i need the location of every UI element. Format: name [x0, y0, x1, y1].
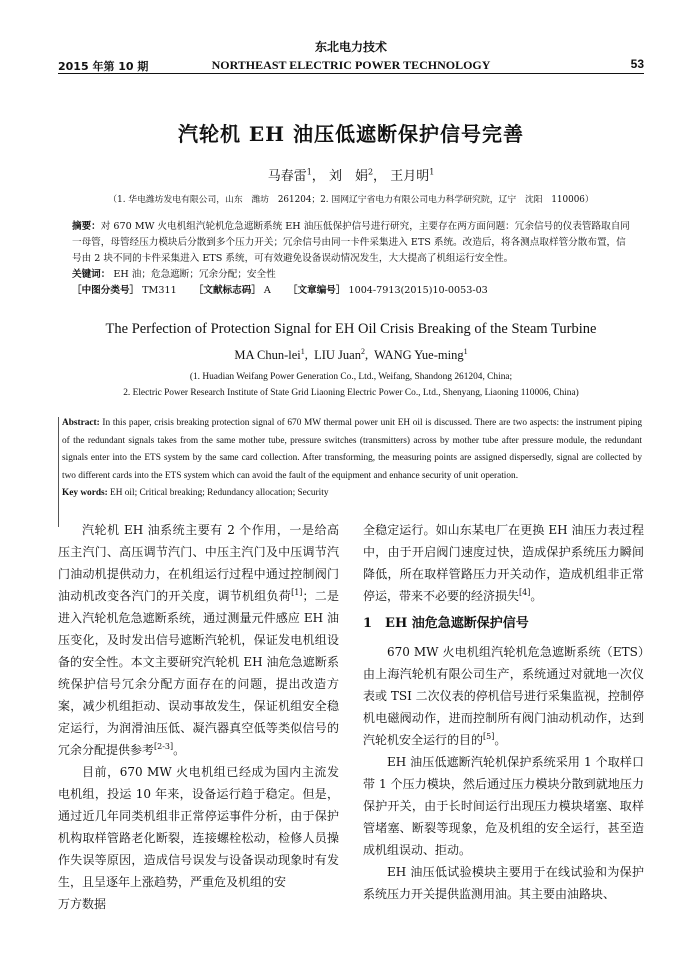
authors-cn: 马春雷$^1$， 刘 娟$^2$， 王月明$^1$: [267, 167, 435, 184]
citation: [1]: [291, 588, 303, 597]
running-header: [58, 38, 644, 74]
citation: [4]: [519, 588, 531, 597]
abstract-cn-text: 对 670 MW 火电机组汽轮机危急遮断系统 EH 油压低保护信号进行研究，主要存在两方面问题：冗余信号的仪表管路取自同一母管，母管经压力模块后分散到多个压力开关；冗余信号由同一卡件采集进入 ETS 系统。改造后，将各测点取样管分散布置，信号由 2 块不同的卡件采集进入 ETS 系统，可有效避免设备误动情况发生，大大提高了机组运行安全性。: [72, 221, 630, 264]
left-column: [58, 519, 339, 915]
paragraph-text: 。: [494, 733, 507, 747]
paragraph-text: 汽轮机 EH 油系统主要有 2 个作用，一是给高压主汽门、高压调节汽门、中压主汽门及中压调节汽门油动机提供动力，在机组运行过程中通过控制阀门油动机改变各汽门的开关度，调节机组负荷: [58, 523, 339, 603]
title-cn: 汽轮机 EH 油压低遮断保护信号完善: [177, 122, 525, 146]
affiliation-en-line: (1. Huadian Weifang Power Generation Co., Ltd., Weifang, Shandong 261204, China;: [189, 372, 513, 382]
keywords-cn-text: EH 油；危急遮断；冗余分配；安全性: [113, 269, 276, 280]
author-sup: 1: [429, 167, 435, 177]
author-name-en: MA Chun-lei: [234, 348, 301, 362]
author-name: 刘 娟: [328, 169, 368, 184]
issue-label: 2015 年第 10 期: [58, 60, 149, 73]
body-paragraph: [58, 761, 339, 893]
keywords-cn-label: 关键词：: [72, 269, 111, 280]
paragraph-text: 目前，670 MW 火电机组已经成为国内主流发电机组，投运 10 年来，设备运行趋于稳定。但是，通过近几年同类机组非正常停运事件分析，由于保护机构取样管路老化断裂，连接螺栓松动，检修人员操作失误等原因，造成信号误发与设备误动现象时有发生，且呈逐年上涨趋势，严重危及机组的安: [58, 765, 339, 889]
authors-en: MA Chun-lei$^1$, LIU Juan$^2$, WANG Yue-ming$^1$: [234, 346, 468, 362]
paragraph-text: 。: [173, 743, 186, 757]
paragraph-text: 670 MW 火电机组汽轮机危急遮断系统（ETS）由上海汽轮机有限公司生产，系统通过对就地一次仪表或 TSI 二次仪表的停机信号进行采集监视，控制停机电磁阀动作，进而控制所有阀门油动机动作，达到汽轮机安全运行的目的: [363, 645, 644, 747]
clc-label: ［中图分类号］: [72, 285, 140, 296]
author-sup: 1: [300, 346, 305, 356]
body-paragraph: [363, 519, 644, 607]
author-name: 王月明: [390, 169, 430, 184]
article-no-label: ［文章编号］: [287, 285, 346, 296]
author-sup: 2: [367, 167, 374, 177]
clc-value: TM311: [142, 285, 177, 296]
keywords-en: [62, 485, 642, 501]
body-paragraph: [363, 641, 644, 751]
body-paragraph: EH 油压低试验模块主要用于在线试验和为保护系统压力开关提供监测用油。其主要由油路块、: [363, 865, 644, 901]
affiliations-cn: （1. 华电潍坊发电有限公司，山东 潍坊 261204；2. 国网辽宁省电力有限公司电力科学研究院，辽宁 沈阳 110006）: [108, 195, 594, 205]
author-name: 马春雷: [267, 169, 307, 184]
doc-code-value: A: [263, 285, 271, 296]
author-name-en: LIU Juan: [314, 348, 361, 362]
journal-name-cn: 东北电力技术: [314, 40, 387, 54]
section-heading: 1 EH 油危急遮断保护信号: [363, 616, 529, 631]
classification-cn: [72, 283, 632, 299]
author-name-en: WANG Yue-ming: [374, 348, 464, 362]
keywords-cn: [72, 267, 632, 283]
body-columns: [58, 519, 644, 915]
abstract-cn-label: 摘要：: [72, 221, 101, 232]
citation: [5]: [483, 732, 495, 741]
body-paragraph: EH 油压低遮断汽轮机保护系统采用 1 个取样口带 1 个压力模块，然后通过压力模块分散到就地压力保护开关，由于长时间运行出现压力模块堵塞、取样管堵塞、断裂等现象，危及机组的安全运行，甚至造成机组误动、拒动。: [363, 755, 644, 857]
right-column: [363, 519, 644, 915]
abstract-en: [62, 415, 642, 485]
abstract-en-text: In this paper, crisis breaking protection signal of 670 MW thermal power unit EH oil is discussed. There are two aspects: the instrument piping of the redundant signals takes from the same mother tube, pressure switches (transmitters) across by mother tube after pressure module, the redundant signals enter into the ETS system by the same card collection. After transforming, the measuring points are assigned dispersedly, signal are collected by two different cards into the ETS system which can avoid the fault of the equipment and enhance security of unit operation.: [62, 418, 642, 481]
abstract-en-label: Abstract:: [62, 418, 100, 428]
keywords-en-text: EH oil; Critical breaking; Redundancy allocation; Security: [110, 488, 329, 498]
abstract-cn: [72, 219, 632, 267]
header-rule: [58, 73, 644, 74]
article-no-value: 1004-7913(2015)10-0053-03: [348, 285, 488, 296]
paragraph-text: 。: [530, 589, 543, 603]
paragraph-text: ；二是进入汽轮机危急遮断系统，通过测量元件感应 EH 油压变化，及时发出信号遮断汽轮机，保证发电机组设备的安全性。本文主要研究汽轮机 EH 油危急遮断系统保护信号冗余分配方面存在的问题，提出改造方案，减少机组拒动、误动事故发生，保证机组安全稳定运行，为润滑油压低、凝汽器真空低等类似信号的冗余分配提供参考: [58, 589, 339, 757]
journal-name-en: NORTHEAST ELECTRIC POWER TECHNOLOGY: [211, 58, 491, 72]
watermark-text: 万方数据: [58, 897, 107, 911]
author-sup: 2: [360, 346, 365, 356]
author-sup: 1: [463, 346, 468, 356]
author-sup: 1: [306, 167, 312, 177]
abstract-side-rule: [58, 417, 59, 527]
body-paragraph: [58, 519, 339, 761]
citation: [2-3]: [154, 742, 174, 751]
affiliations-en: [58, 369, 644, 401]
paper-page: [58, 38, 644, 915]
doc-code-label: ［文献标志码］: [193, 285, 261, 296]
affiliation-en-line: 2. Electric Power Research Institute of State Grid Liaoning Electric Power Co., Ltd., Shenyang, Liaoning 110006, China): [123, 388, 579, 398]
title-en: The Perfection of Protection Signal for EH Oil Crisis Breaking of the Steam Turbine: [105, 321, 597, 337]
abstract-en-block: [62, 415, 642, 501]
paragraph-text: 全稳定运行。如山东某电厂在更换 EH 油压力表过程中，由于开启阀门速度过快，造成保护系统压力瞬间降低，所在取样管路压力开关动作，造成机组非正常停运，带来不必要的经济损失: [363, 523, 644, 603]
page-number: 53: [630, 57, 644, 71]
keywords-en-label: Key words:: [62, 488, 108, 498]
